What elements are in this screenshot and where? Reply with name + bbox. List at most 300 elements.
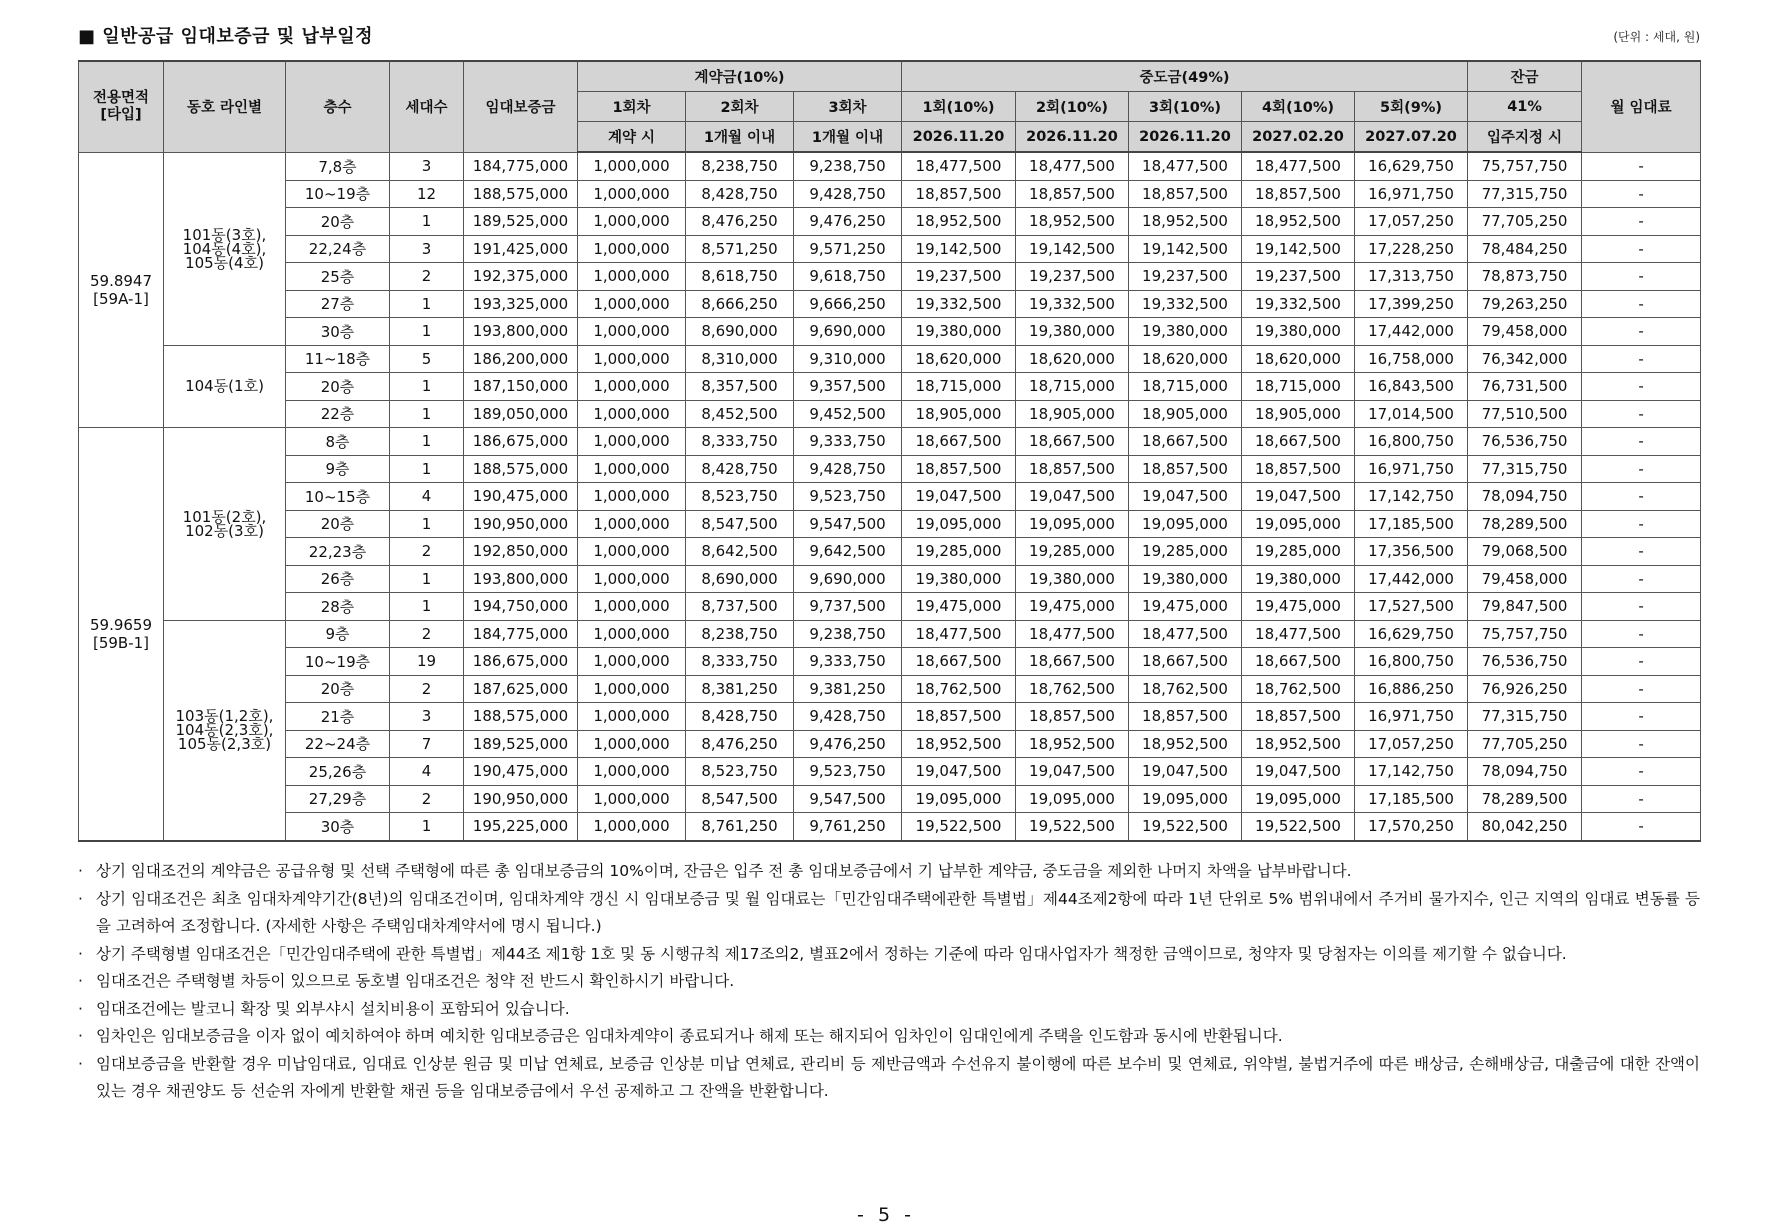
note-text: 임차인은 임대보증금을 이자 없이 예치하여야 하며 예치한 임대보증금은 임대차계약이 종료되거나 해제 또는 해지되어 임차인이 임대인에게 주택을 인도함과 동시에 반환됩니다. — [96, 1027, 1283, 1045]
middle-3-cell: 18,715,000 — [1129, 373, 1242, 401]
middle-4-cell: 19,237,500 — [1242, 263, 1355, 291]
table-row — [79, 565, 1701, 593]
header-middle-3-date: 2026.11.20 — [1129, 122, 1242, 153]
middle-4-cell: 18,620,000 — [1242, 345, 1355, 373]
middle-5-cell: 17,057,250 — [1355, 730, 1468, 758]
header-middle-5: 5회(9%) — [1355, 92, 1468, 122]
middle-2-cell: 18,762,500 — [1016, 675, 1129, 703]
balance-cell: 78,873,750 — [1468, 263, 1582, 291]
middle-4-cell: 18,715,000 — [1242, 373, 1355, 401]
deposit-cell: 193,325,000 — [464, 290, 578, 318]
table-row — [79, 208, 1701, 236]
balance-cell: 78,289,500 — [1468, 510, 1582, 538]
contract-1-cell: 1,000,000 — [578, 675, 686, 703]
deposit-cell: 193,800,000 — [464, 318, 578, 346]
monthly-rent-cell: - — [1582, 703, 1701, 731]
middle-3-cell: 19,237,500 — [1129, 263, 1242, 291]
middle-1-cell: 18,667,500 — [902, 428, 1016, 456]
middle-5-cell: 16,800,750 — [1355, 428, 1468, 456]
monthly-rent-cell: - — [1582, 290, 1701, 318]
area-type-cell: 59.9659 [59B-1] — [79, 428, 164, 841]
table-row — [79, 758, 1701, 786]
monthly-rent-cell: - — [1582, 345, 1701, 373]
middle-5-cell: 16,800,750 — [1355, 648, 1468, 676]
table-body — [79, 152, 1701, 841]
floor-cell: 30층 — [286, 813, 390, 841]
contract-1-cell: 1,000,000 — [578, 235, 686, 263]
monthly-rent-cell: - — [1582, 620, 1701, 648]
floor-cell: 22,23층 — [286, 538, 390, 566]
table-row — [79, 345, 1701, 373]
middle-5-cell: 17,014,500 — [1355, 400, 1468, 428]
dong-line-cell: 101동(2호), 102동(3호) — [164, 428, 286, 621]
contract-1-cell: 1,000,000 — [578, 703, 686, 731]
middle-3-cell: 19,380,000 — [1129, 565, 1242, 593]
middle-1-cell: 19,047,500 — [902, 483, 1016, 511]
contract-1-cell: 1,000,000 — [578, 152, 686, 180]
floor-cell: 8층 — [286, 428, 390, 456]
floor-cell: 10~15층 — [286, 483, 390, 511]
contract-1-cell: 1,000,000 — [578, 290, 686, 318]
households-cell: 1 — [390, 400, 464, 428]
contract-3-cell: 9,428,750 — [794, 180, 902, 208]
middle-5-cell: 17,142,750 — [1355, 483, 1468, 511]
households-cell: 1 — [390, 510, 464, 538]
note-item — [78, 858, 1700, 886]
deposit-cell: 192,375,000 — [464, 263, 578, 291]
bullet-icon: · — [78, 944, 83, 963]
middle-2-cell: 19,285,000 — [1016, 538, 1129, 566]
contract-2-cell: 8,642,500 — [686, 538, 794, 566]
contract-3-cell: 9,357,500 — [794, 373, 902, 401]
header-middle-2: 2회(10%) — [1016, 92, 1129, 122]
deposit-cell: 190,475,000 — [464, 483, 578, 511]
monthly-rent-cell: - — [1582, 180, 1701, 208]
contract-1-cell: 1,000,000 — [578, 785, 686, 813]
middle-1-cell: 18,477,500 — [902, 620, 1016, 648]
middle-5-cell: 16,886,250 — [1355, 675, 1468, 703]
contract-1-cell: 1,000,000 — [578, 730, 686, 758]
bullet-icon: · — [78, 999, 83, 1018]
deposit-cell: 189,050,000 — [464, 400, 578, 428]
middle-1-cell: 18,620,000 — [902, 345, 1016, 373]
balance-cell: 76,731,500 — [1468, 373, 1582, 401]
floor-cell: 25층 — [286, 263, 390, 291]
middle-4-cell: 18,667,500 — [1242, 648, 1355, 676]
households-cell: 5 — [390, 345, 464, 373]
header-floor: 층수 — [286, 61, 390, 152]
floor-cell: 22~24층 — [286, 730, 390, 758]
households-cell: 12 — [390, 180, 464, 208]
contract-3-cell: 9,523,750 — [794, 483, 902, 511]
table-row — [79, 785, 1701, 813]
middle-2-cell: 18,857,500 — [1016, 703, 1129, 731]
contract-3-cell: 9,761,250 — [794, 813, 902, 841]
monthly-rent-cell: - — [1582, 263, 1701, 291]
contract-2-cell: 8,737,500 — [686, 593, 794, 621]
middle-3-cell: 18,477,500 — [1129, 152, 1242, 180]
middle-3-cell: 18,857,500 — [1129, 703, 1242, 731]
households-cell: 7 — [390, 730, 464, 758]
header-contract-3-when: 1개월 이내 — [794, 122, 902, 153]
middle-4-cell: 19,380,000 — [1242, 565, 1355, 593]
balance-cell: 77,510,500 — [1468, 400, 1582, 428]
header-dong-line: 동호 라인별 — [164, 61, 286, 152]
monthly-rent-cell: - — [1582, 675, 1701, 703]
floor-cell: 30층 — [286, 318, 390, 346]
table-row — [79, 373, 1701, 401]
middle-2-cell: 19,237,500 — [1016, 263, 1129, 291]
deposit-cell: 188,575,000 — [464, 180, 578, 208]
middle-1-cell: 18,477,500 — [902, 152, 1016, 180]
monthly-rent-cell: - — [1582, 483, 1701, 511]
table-row — [79, 813, 1701, 841]
floor-cell: 25,26층 — [286, 758, 390, 786]
households-cell: 1 — [390, 455, 464, 483]
households-cell: 1 — [390, 208, 464, 236]
table-row — [79, 483, 1701, 511]
middle-3-cell: 19,522,500 — [1129, 813, 1242, 841]
deposit-cell: 187,625,000 — [464, 675, 578, 703]
households-cell: 1 — [390, 373, 464, 401]
middle-1-cell: 18,857,500 — [902, 703, 1016, 731]
area-type-cell: 59.8947 [59A-1] — [79, 152, 164, 428]
deposit-cell: 195,225,000 — [464, 813, 578, 841]
deposit-cell: 191,425,000 — [464, 235, 578, 263]
middle-1-cell: 19,380,000 — [902, 565, 1016, 593]
monthly-rent-cell: - — [1582, 400, 1701, 428]
header-balance: 잔금 — [1468, 61, 1582, 92]
middle-5-cell: 17,185,500 — [1355, 785, 1468, 813]
contract-2-cell: 8,476,250 — [686, 730, 794, 758]
contract-3-cell: 9,737,500 — [794, 593, 902, 621]
balance-cell: 76,536,750 — [1468, 648, 1582, 676]
header-contract-1: 1회차 — [578, 92, 686, 122]
households-cell: 1 — [390, 428, 464, 456]
contract-2-cell: 8,428,750 — [686, 180, 794, 208]
contract-3-cell: 9,571,250 — [794, 235, 902, 263]
contract-3-cell: 9,238,750 — [794, 620, 902, 648]
monthly-rent-cell: - — [1582, 510, 1701, 538]
note-item — [78, 941, 1700, 969]
contract-2-cell: 8,333,750 — [686, 648, 794, 676]
monthly-rent-cell: - — [1582, 758, 1701, 786]
balance-cell: 77,315,750 — [1468, 180, 1582, 208]
contract-1-cell: 1,000,000 — [578, 593, 686, 621]
table-row — [79, 730, 1701, 758]
contract-2-cell: 8,357,500 — [686, 373, 794, 401]
dong-line-cell: 103동(1,2호), 104동(2,3호), 105동(2,3호) — [164, 620, 286, 841]
monthly-rent-cell: - — [1582, 455, 1701, 483]
middle-2-cell: 18,477,500 — [1016, 620, 1129, 648]
middle-2-cell: 18,905,000 — [1016, 400, 1129, 428]
middle-2-cell: 18,667,500 — [1016, 648, 1129, 676]
contract-2-cell: 8,452,500 — [686, 400, 794, 428]
floor-cell: 10~19층 — [286, 648, 390, 676]
balance-cell: 78,289,500 — [1468, 785, 1582, 813]
floor-cell: 26층 — [286, 565, 390, 593]
contract-1-cell: 1,000,000 — [578, 345, 686, 373]
monthly-rent-cell: - — [1582, 648, 1701, 676]
contract-3-cell: 9,547,500 — [794, 785, 902, 813]
middle-4-cell: 19,047,500 — [1242, 483, 1355, 511]
contract-3-cell: 9,547,500 — [794, 510, 902, 538]
note-text: 임대보증금을 반환할 경우 미납임대료, 임대료 인상분 원금 및 미납 연체료, 보증금 인상분 미납 연체료, 관리비 등 제반금액과 수선유지 불이행에 따른 보수비 및 연체료, 위약벌, 불법거주에 따른 배상금, 손해배상금, 대출금에 대한 잔액이 있는 경우 채권양도 등 선순위 자에게 반환할 채권 등을 임대보증금에서 우선 공제하고 그 잔액을 반환합니다. — [96, 1054, 1700, 1100]
middle-5-cell: 17,399,250 — [1355, 290, 1468, 318]
page-number: - 5 - — [857, 1204, 915, 1226]
middle-2-cell: 18,952,500 — [1016, 208, 1129, 236]
deposit-cell: 186,200,000 — [464, 345, 578, 373]
contract-1-cell: 1,000,000 — [578, 455, 686, 483]
header-middle-3: 3회(10%) — [1129, 92, 1242, 122]
monthly-rent-cell: - — [1582, 373, 1701, 401]
balance-cell: 79,847,500 — [1468, 593, 1582, 621]
contract-3-cell: 9,690,000 — [794, 565, 902, 593]
contract-3-cell: 9,428,750 — [794, 455, 902, 483]
balance-cell: 78,094,750 — [1468, 758, 1582, 786]
table-row — [79, 620, 1701, 648]
middle-2-cell: 19,142,500 — [1016, 235, 1129, 263]
contract-1-cell: 1,000,000 — [578, 208, 686, 236]
middle-3-cell: 19,380,000 — [1129, 318, 1242, 346]
households-cell: 2 — [390, 538, 464, 566]
middle-3-cell: 18,667,500 — [1129, 648, 1242, 676]
middle-3-cell: 19,285,000 — [1129, 538, 1242, 566]
contract-3-cell: 9,333,750 — [794, 648, 902, 676]
middle-2-cell: 19,380,000 — [1016, 318, 1129, 346]
middle-3-cell: 18,857,500 — [1129, 180, 1242, 208]
contract-3-cell: 9,523,750 — [794, 758, 902, 786]
middle-2-cell: 18,620,000 — [1016, 345, 1129, 373]
table-row — [79, 400, 1701, 428]
middle-3-cell: 18,952,500 — [1129, 208, 1242, 236]
table-row — [79, 180, 1701, 208]
table-row — [79, 290, 1701, 318]
middle-5-cell: 17,570,250 — [1355, 813, 1468, 841]
middle-3-cell: 19,332,500 — [1129, 290, 1242, 318]
households-cell: 1 — [390, 318, 464, 346]
contract-3-cell: 9,666,250 — [794, 290, 902, 318]
middle-4-cell: 19,380,000 — [1242, 318, 1355, 346]
contract-2-cell: 8,571,250 — [686, 235, 794, 263]
contract-3-cell: 9,428,750 — [794, 703, 902, 731]
header-middle-2-date: 2026.11.20 — [1016, 122, 1129, 153]
middle-5-cell: 17,185,500 — [1355, 510, 1468, 538]
contract-1-cell: 1,000,000 — [578, 565, 686, 593]
balance-cell: 77,315,750 — [1468, 455, 1582, 483]
header-row — [78, 18, 1700, 48]
middle-3-cell: 18,952,500 — [1129, 730, 1242, 758]
households-cell: 19 — [390, 648, 464, 676]
deposit-cell: 188,575,000 — [464, 455, 578, 483]
floor-cell: 22,24층 — [286, 235, 390, 263]
middle-2-cell: 19,095,000 — [1016, 510, 1129, 538]
floor-cell: 20층 — [286, 208, 390, 236]
note-text: 임대조건에는 발코니 확장 및 외부샤시 설치비용이 포함되어 있습니다. — [96, 999, 570, 1018]
contract-2-cell: 8,547,500 — [686, 785, 794, 813]
middle-5-cell: 17,142,750 — [1355, 758, 1468, 786]
table-row — [79, 263, 1701, 291]
middle-2-cell: 18,667,500 — [1016, 428, 1129, 456]
middle-4-cell: 19,142,500 — [1242, 235, 1355, 263]
contract-1-cell: 1,000,000 — [578, 180, 686, 208]
note-text: 상기 임대조건의 계약금은 공급유형 및 선택 주택형에 따른 총 임대보증금의 10%이며, 잔금은 입주 전 총 임대보증금에서 기 납부한 계약금, 중도금을 제외한 나머지 차액을 납부바랍니다. — [96, 862, 1352, 880]
contract-1-cell: 1,000,000 — [578, 373, 686, 401]
middle-4-cell: 18,857,500 — [1242, 455, 1355, 483]
contract-3-cell: 9,618,750 — [794, 263, 902, 291]
contract-3-cell: 9,381,250 — [794, 675, 902, 703]
middle-3-cell: 19,047,500 — [1129, 483, 1242, 511]
header-contract-1-when: 계약 시 — [578, 122, 686, 153]
middle-1-cell: 18,667,500 — [902, 648, 1016, 676]
rent-schedule-table — [78, 60, 1701, 842]
middle-2-cell: 18,857,500 — [1016, 455, 1129, 483]
households-cell: 1 — [390, 290, 464, 318]
deposit-cell: 190,475,000 — [464, 758, 578, 786]
balance-cell: 77,705,250 — [1468, 730, 1582, 758]
households-cell: 1 — [390, 565, 464, 593]
deposit-cell: 188,575,000 — [464, 703, 578, 731]
balance-cell: 80,042,250 — [1468, 813, 1582, 841]
middle-2-cell: 19,047,500 — [1016, 758, 1129, 786]
middle-4-cell: 18,952,500 — [1242, 730, 1355, 758]
contract-2-cell: 8,666,250 — [686, 290, 794, 318]
table-row — [79, 455, 1701, 483]
middle-5-cell: 16,971,750 — [1355, 703, 1468, 731]
header-contract: 계약금(10%) — [578, 61, 902, 92]
middle-5-cell: 16,971,750 — [1355, 455, 1468, 483]
middle-5-cell: 17,313,750 — [1355, 263, 1468, 291]
middle-4-cell: 19,475,000 — [1242, 593, 1355, 621]
middle-5-cell: 16,758,000 — [1355, 345, 1468, 373]
table-row — [79, 538, 1701, 566]
middle-5-cell: 16,971,750 — [1355, 180, 1468, 208]
deposit-cell: 189,525,000 — [464, 208, 578, 236]
header-balance-pct: 41% — [1468, 92, 1582, 122]
middle-4-cell: 18,905,000 — [1242, 400, 1355, 428]
contract-2-cell: 8,523,750 — [686, 483, 794, 511]
middle-2-cell: 18,857,500 — [1016, 180, 1129, 208]
header-monthly-rent: 월 임대료 — [1582, 61, 1701, 152]
table-row — [79, 593, 1701, 621]
middle-2-cell: 19,475,000 — [1016, 593, 1129, 621]
monthly-rent-cell: - — [1582, 593, 1701, 621]
floor-cell: 10~19층 — [286, 180, 390, 208]
floor-cell: 27,29층 — [286, 785, 390, 813]
contract-2-cell: 8,428,750 — [686, 703, 794, 731]
header-balance-when: 입주지정 시 — [1468, 122, 1582, 153]
balance-cell: 77,315,750 — [1468, 703, 1582, 731]
table-row — [79, 510, 1701, 538]
contract-3-cell: 9,642,500 — [794, 538, 902, 566]
middle-4-cell: 18,857,500 — [1242, 180, 1355, 208]
floor-cell: 9층 — [286, 455, 390, 483]
middle-2-cell: 19,332,500 — [1016, 290, 1129, 318]
middle-1-cell: 19,047,500 — [902, 758, 1016, 786]
header-contract-2-when: 1개월 이내 — [686, 122, 794, 153]
floor-cell: 20층 — [286, 373, 390, 401]
monthly-rent-cell: - — [1582, 152, 1701, 180]
middle-4-cell: 19,047,500 — [1242, 758, 1355, 786]
contract-2-cell: 8,381,250 — [686, 675, 794, 703]
contract-1-cell: 1,000,000 — [578, 620, 686, 648]
contract-2-cell: 8,690,000 — [686, 565, 794, 593]
table-row — [79, 235, 1701, 263]
middle-1-cell: 18,952,500 — [902, 208, 1016, 236]
bullet-icon: · — [78, 889, 83, 908]
bullet-icon: · — [78, 862, 83, 880]
contract-2-cell: 8,333,750 — [686, 428, 794, 456]
header-middle-4: 4회(10%) — [1242, 92, 1355, 122]
middle-3-cell: 19,142,500 — [1129, 235, 1242, 263]
deposit-cell: 189,525,000 — [464, 730, 578, 758]
table-row — [79, 703, 1701, 731]
middle-2-cell: 18,715,000 — [1016, 373, 1129, 401]
middle-1-cell: 18,905,000 — [902, 400, 1016, 428]
contract-2-cell: 8,523,750 — [686, 758, 794, 786]
middle-1-cell: 19,475,000 — [902, 593, 1016, 621]
middle-1-cell: 19,237,500 — [902, 263, 1016, 291]
middle-5-cell: 16,629,750 — [1355, 152, 1468, 180]
unit-note: (단위 : 세대, 원) — [1613, 30, 1700, 44]
contract-1-cell: 1,000,000 — [578, 400, 686, 428]
households-cell: 3 — [390, 703, 464, 731]
monthly-rent-cell: - — [1582, 428, 1701, 456]
contract-2-cell: 8,547,500 — [686, 510, 794, 538]
middle-4-cell: 19,095,000 — [1242, 510, 1355, 538]
contract-1-cell: 1,000,000 — [578, 648, 686, 676]
middle-1-cell: 18,715,000 — [902, 373, 1016, 401]
middle-4-cell: 19,285,000 — [1242, 538, 1355, 566]
floor-cell: 21층 — [286, 703, 390, 731]
middle-5-cell: 17,228,250 — [1355, 235, 1468, 263]
monthly-rent-cell: - — [1582, 318, 1701, 346]
households-cell: 4 — [390, 483, 464, 511]
middle-2-cell: 19,095,000 — [1016, 785, 1129, 813]
households-cell: 2 — [390, 675, 464, 703]
note-item — [78, 886, 1700, 941]
balance-cell: 75,757,750 — [1468, 152, 1582, 180]
notes-list — [78, 858, 1700, 1106]
deposit-cell: 190,950,000 — [464, 510, 578, 538]
note-item — [78, 968, 1700, 996]
note-text: 상기 주택형별 임대조건은「민간임대주택에 관한 특별법」제44조 제1항 1호 및 동 시행규칙 제17조의2, 별표2에서 정하는 기준에 따라 임대사업자가 책정한 금액이므로, 청약자 및 당첨자는 이의를 제기할 수 없습니다. — [96, 944, 1567, 963]
header-households: 세대수 — [390, 61, 464, 152]
monthly-rent-cell: - — [1582, 813, 1701, 841]
bullet-icon: · — [78, 1054, 83, 1073]
deposit-cell: 184,775,000 — [464, 620, 578, 648]
middle-2-cell: 18,477,500 — [1016, 152, 1129, 180]
contract-3-cell: 9,476,250 — [794, 730, 902, 758]
households-cell: 3 — [390, 235, 464, 263]
contract-1-cell: 1,000,000 — [578, 758, 686, 786]
contract-3-cell: 9,333,750 — [794, 428, 902, 456]
header-deposit: 임대보증금 — [464, 61, 578, 152]
note-item — [78, 1023, 1700, 1051]
middle-3-cell: 19,095,000 — [1129, 785, 1242, 813]
monthly-rent-cell: - — [1582, 730, 1701, 758]
note-item — [78, 996, 1700, 1024]
balance-cell: 78,484,250 — [1468, 235, 1582, 263]
middle-1-cell: 19,142,500 — [902, 235, 1016, 263]
floor-cell: 9층 — [286, 620, 390, 648]
table-row — [79, 675, 1701, 703]
contract-2-cell: 8,238,750 — [686, 152, 794, 180]
header-contract-2: 2회차 — [686, 92, 794, 122]
middle-5-cell: 17,442,000 — [1355, 565, 1468, 593]
balance-cell: 79,068,500 — [1468, 538, 1582, 566]
middle-3-cell: 18,857,500 — [1129, 455, 1242, 483]
